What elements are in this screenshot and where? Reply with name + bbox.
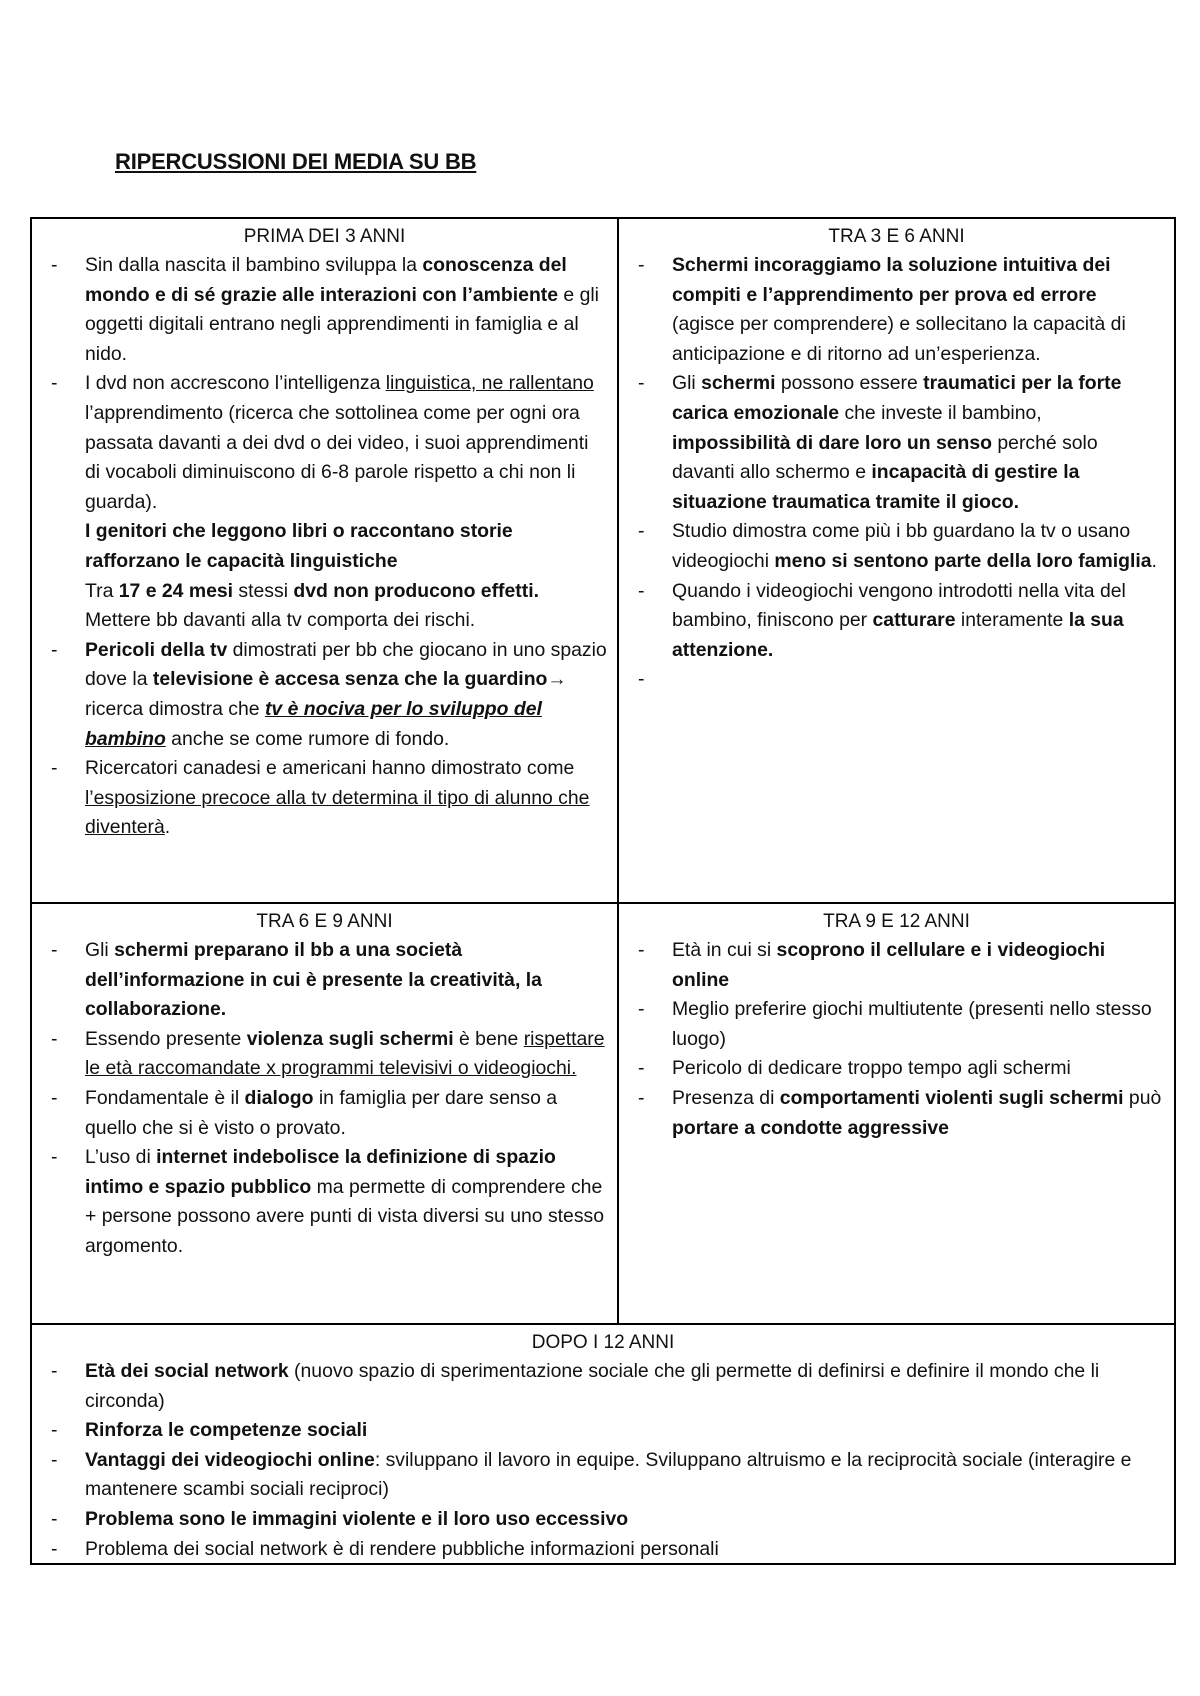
text-run: ma permette di comprendere che + persone possono avere punti di vista diversi su uno stesso argomento. (85, 1175, 605, 1257)
text-run: e gli oggetti digitali entrano negli apprendimenti in famiglia e al nido. (85, 283, 599, 365)
text-run: può (1123, 1086, 1162, 1109)
list-item (42, 1143, 607, 1261)
text-run: interamente (955, 609, 1069, 632)
bullet-list (629, 936, 1164, 1143)
text-run: Ricercatori canadesi e americani hanno dimostrato come (85, 757, 575, 780)
text-run: Età dei social network (85, 1360, 289, 1382)
list-item (629, 1084, 1164, 1143)
text-run: (nuovo spazio di sperimentazione sociale che gli permette di definirsi e definire il mondo che li circonda) (85, 1360, 1100, 1412)
text-run: impossibilità di dare loro un senso (672, 431, 993, 454)
bullet-list (42, 1357, 1164, 1564)
text-run: incapacità di gestire la situazione traumatica tramite il gioco. (672, 461, 1080, 513)
list-item (42, 1446, 1164, 1505)
cell-tra-9-e-12-anni (619, 904, 1174, 1323)
text-run: Rinforza le competenze sociali (85, 1419, 368, 1442)
list-item (629, 517, 1164, 576)
cell-heading: DOPO I 12 ANNI (531, 1332, 675, 1353)
list-item (42, 1084, 607, 1143)
text-run: traumatici per la forte carica emozionale (672, 372, 1122, 424)
text-run: Pericoli della tv (85, 638, 228, 661)
list-item (42, 369, 607, 517)
text-run: anche se come rumore di fondo. (165, 727, 450, 750)
text-run: rispettare le età raccomandate x programmi televisivi o videogiochi. (85, 1027, 605, 1080)
text-run: Problema dei social network è di rendere pubbliche informazioni personali (85, 1537, 719, 1560)
list-item (629, 577, 1164, 666)
text-run: meno si sentono parte della loro famiglia (774, 549, 1152, 572)
text-run: Schermi incoraggiamo la soluzione intuitiva dei compiti e l’apprendimento per prova ed errore (672, 254, 1111, 306)
text-run: violenza sugli schermi (246, 1027, 454, 1050)
text-run: dvd non producono effetti. (293, 579, 539, 602)
bullet-list (42, 936, 607, 1262)
table-row (32, 1323, 1174, 1563)
list-item (42, 1025, 607, 1084)
cell-tra-3-e-6-anni (619, 219, 1174, 902)
text-run: perché solo davanti allo schermo e (672, 431, 1098, 484)
list-item (42, 1535, 1164, 1565)
cell-dopo-i-12-anni (32, 1325, 1174, 1563)
text-run: Tra (85, 579, 119, 602)
text-run: scoprono il cellulare e i videogiochi online (672, 939, 1106, 991)
text-run: Problema sono le immagini violente e il loro uso eccessivo (85, 1507, 629, 1530)
text-run: Fondamentale è il (85, 1086, 245, 1109)
text-run: Pericolo di dedicare troppo tempo agli schermi (672, 1057, 1071, 1080)
text-run: l’apprendimento (ricerca che sottolinea come per ogni ora passata davanti a dei dvd o dei video, i suoi apprendimenti di vocaboli diminuiscono di 6-8 parole rispetto a chi non li guarda). (85, 401, 589, 513)
text-run: Quando i videogiochi vengono introdotti nella vita del bambino, finiscono per (672, 579, 1126, 632)
list-item (42, 636, 607, 754)
list-item (629, 936, 1164, 995)
text-run: stessi (233, 579, 294, 602)
text-run: . (164, 816, 171, 839)
list-item (629, 995, 1164, 1054)
text-run: televisione è accesa senza che la guardino (152, 668, 548, 691)
text-run: : sviluppano il lavoro in equipe. Sviluppano altruismo e la reciprocità sociale (interagire e mantenere scambi sociali reciproci) (85, 1448, 1132, 1501)
bullet-list (629, 251, 1164, 665)
list-item (42, 754, 607, 843)
text-run: Meglio preferire giochi multiutente (presenti nello stesso luogo) (672, 998, 1152, 1050)
text-run: schermi preparano il bb a una società dell’informazione in cui è presente la creatività, la collaborazione. (85, 939, 542, 1021)
text-run: Studio dimostra come più i bb guardano la tv o usano videogiochi (672, 520, 1131, 572)
text-run: I dvd non accrescono l’intelligenza (85, 372, 386, 395)
list-item (42, 1416, 1164, 1446)
text-run: la sua attenzione. (672, 609, 1124, 661)
list-item (42, 251, 607, 369)
table-row (32, 902, 1174, 1323)
text-run: in famiglia per dare senso a quello che si è visto o provato. (85, 1086, 558, 1139)
text-run: Presenza di (672, 1086, 780, 1109)
text-run: comportamenti violenti sugli schermi (779, 1086, 1124, 1109)
text-run: Gli (85, 939, 115, 961)
cell-prima-dei-3-anni (32, 219, 619, 902)
list-item (629, 369, 1164, 517)
text-run: Età in cui si (672, 939, 777, 961)
text-run: che investe il bambino, (839, 401, 1042, 424)
text-run: . (1151, 549, 1157, 572)
text-run: schermi (701, 372, 776, 395)
table-row (32, 219, 1174, 902)
text-run: Vantaggi dei videogiochi online (85, 1448, 375, 1471)
list-item (42, 577, 607, 636)
text-run: 17 e 24 mesi (118, 579, 234, 602)
text-run: dialogo (244, 1086, 314, 1109)
text-run: è bene (453, 1027, 524, 1050)
list-item (42, 936, 607, 1025)
text-run: dimostrati per bb che giocano in uno spazio dove la (85, 638, 607, 691)
cell-heading: PRIMA DEI 3 ANNI (243, 226, 406, 247)
text-run: conoscenza del mondo e di sé grazie alle interazioni con l’ambiente (85, 254, 567, 306)
list-item (629, 1054, 1164, 1084)
text-run: possono essere (775, 372, 924, 395)
text-run: linguistica, ne rallentano (385, 372, 594, 395)
cell-heading: TRA 9 E 12 ANNI (823, 911, 970, 932)
text-run: catturare (872, 609, 956, 632)
list-item (42, 517, 607, 576)
text-run: portare a condotte aggressive (672, 1116, 949, 1139)
cell-tra-6-e-9-anni (32, 904, 619, 1323)
page-title: RIPERCUSSIONI DEI MEDIA SU BB (115, 149, 477, 174)
list-item (42, 1357, 1164, 1416)
bullet-list (42, 251, 607, 843)
text-run: I genitori che leggono libri o raccontano storie rafforzano le capacità linguistiche (85, 520, 513, 572)
text-run: Mettere bb davanti alla tv comporta dei rischi. (85, 609, 476, 632)
text-run: tv è nociva per lo sviluppo del bambino (85, 697, 542, 750)
age-table (30, 217, 1176, 1565)
text-run: L’uso di (85, 1146, 157, 1169)
list-item (42, 1505, 1164, 1535)
text-run: → ricerca dimostra che (85, 668, 567, 720)
text-run: Essendo presente (85, 1027, 247, 1050)
list-item (629, 251, 1164, 369)
text-run: internet indebolisce la definizione di spazio intimo e spazio pubblico (85, 1146, 556, 1198)
text-run: l’esposizione precoce alla tv determina il tipo di alunno che diventerà (85, 786, 590, 839)
text-run: Sin dalla nascita il bambino sviluppa la (85, 254, 423, 276)
text-run: (agisce per comprendere) e sollecitano la capacità di anticipazione e di ritorno ad un’esperienza. (672, 313, 1126, 365)
cell-heading: TRA 3 E 6 ANNI (828, 226, 965, 247)
text-run: Gli (672, 372, 702, 395)
cell-heading: TRA 6 E 9 ANNI (256, 911, 393, 932)
